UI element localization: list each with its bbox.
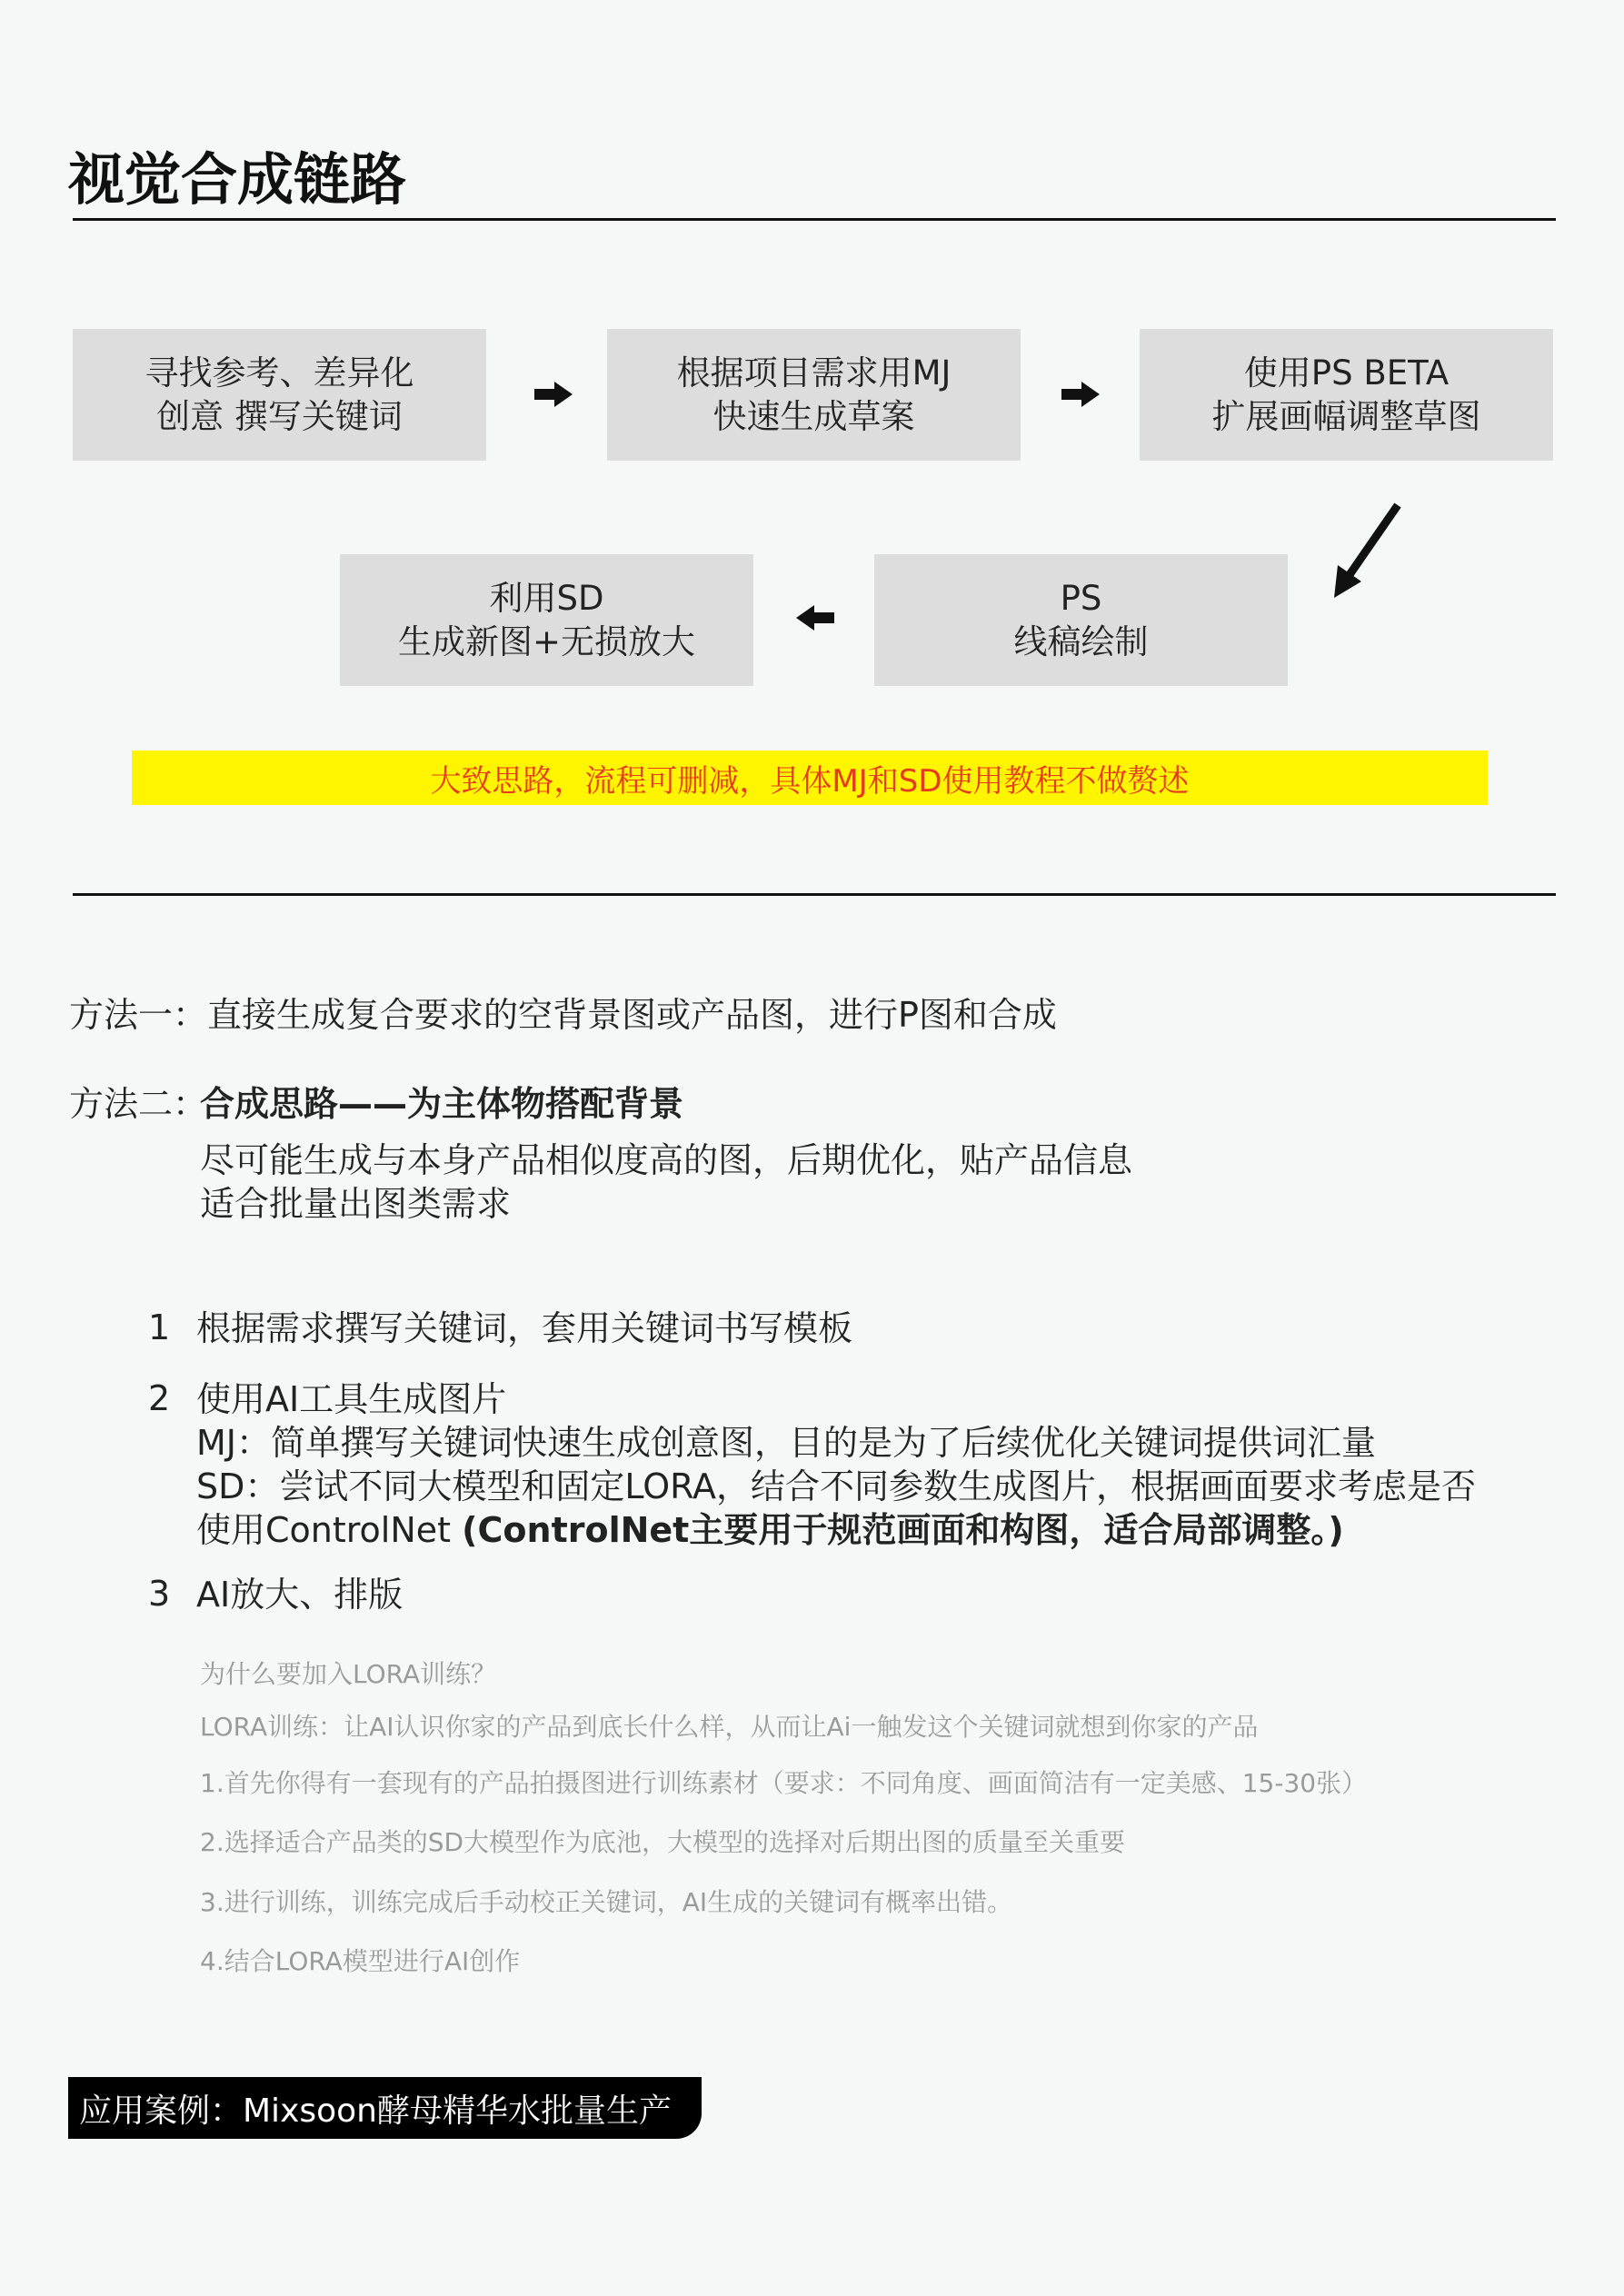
page-title: 视觉合成链路	[68, 146, 407, 213]
flow-step-line: PS	[1060, 579, 1102, 619]
flow-step-sd	[340, 554, 753, 686]
step-detail-sd: SD：尝试不同大模型和固定LORA，结合不同参数生成图片，根据画面要求考虑是否	[196, 1466, 1476, 1506]
flow-step-line: 快速生成草案	[712, 396, 915, 436]
flow-step-line: 利用SD	[489, 579, 604, 619]
flow-step-line: 生成新图+无损放大	[397, 621, 695, 661]
case-label: 应用案例：Mixsoon酵母精华水批量生产	[68, 2077, 702, 2139]
flow-step-line: 创意 撰写关键词	[156, 396, 403, 436]
controlnet-prefix: 使用ControlNet	[196, 1510, 463, 1550]
flow-step-line: 使用PS BETA	[1243, 353, 1450, 393]
step-text: AI放大、排版	[196, 1575, 404, 1615]
lora-point: 4.结合LORA模型进行AI创作	[200, 1946, 521, 1976]
flow-step-mj	[607, 329, 1021, 461]
method-two-line: 尽可能生成与本身产品相似度高的图，后期优化，贴产品信息	[200, 1140, 1133, 1180]
arrow-right-icon	[1061, 382, 1100, 407]
step-number: 2	[148, 1378, 171, 1418]
section-divider	[73, 893, 1556, 896]
arrow-left-icon	[796, 605, 834, 631]
flow-step-ps-beta	[1140, 329, 1553, 461]
controlnet-note: (ControlNet主要用于规范画面和构图，适合局部调整。)	[462, 1510, 1344, 1550]
flow-step-line: 寻找参考、差异化	[144, 353, 414, 393]
flow-step-line: 根据项目需求用MJ	[676, 353, 951, 393]
lora-point: 2.选择适合产品类的SD大模型作为底池，大模型的选择对后期出图的质量至关重要	[200, 1827, 1126, 1857]
flow-step-ps-lineart	[874, 554, 1288, 686]
step-number: 1	[148, 1307, 171, 1347]
method-one: 方法一：直接生成复合要求的空背景图或产品图，进行P图和合成	[69, 995, 1057, 1035]
title-divider	[73, 218, 1556, 221]
flow-step-line: 线稿绘制	[1013, 621, 1149, 661]
step-detail-controlnet	[196, 1509, 1344, 1553]
step-detail-mj: MJ：简单撰写关键词快速生成创意图，目的是为了后续优化关键词提供词汇量	[196, 1423, 1376, 1463]
step-number: 3	[148, 1574, 171, 1614]
arrow-down-left-icon	[1329, 502, 1401, 601]
method-two-label: 方法二：	[69, 1084, 208, 1124]
method-two-heading: 合成思路——为主体物搭配背景	[200, 1084, 684, 1124]
flow-step-reference	[73, 329, 486, 461]
flow-step-line: 扩展画幅调整草图	[1211, 396, 1481, 436]
lora-point: 3.进行训练，训练完成后手动校正关键词，AI生成的关键词有概率出错。	[200, 1887, 1013, 1917]
lora-definition: LORA训练：让AI认识你家的产品到底长什么样，从而让Ai一触发这个关键词就想到你家的产品	[200, 1712, 1259, 1742]
note-banner: 大致思路，流程可删减，具体MJ和SD使用教程不做赘述	[132, 750, 1488, 805]
step-text: 根据需求撰写关键词，套用关键词书写模板	[196, 1308, 853, 1348]
method-two-line: 适合批量出图类需求	[200, 1184, 512, 1224]
arrow-right-icon	[534, 382, 573, 407]
step-text: 使用AI工具生成图片	[196, 1379, 507, 1419]
lora-question: 为什么要加入LORA训练？	[200, 1659, 497, 1689]
lora-point: 1.首先你得有一套现有的产品拍摄图进行训练素材（要求：不同角度、画面简洁有一定美感、15-30张）	[200, 1768, 1368, 1798]
